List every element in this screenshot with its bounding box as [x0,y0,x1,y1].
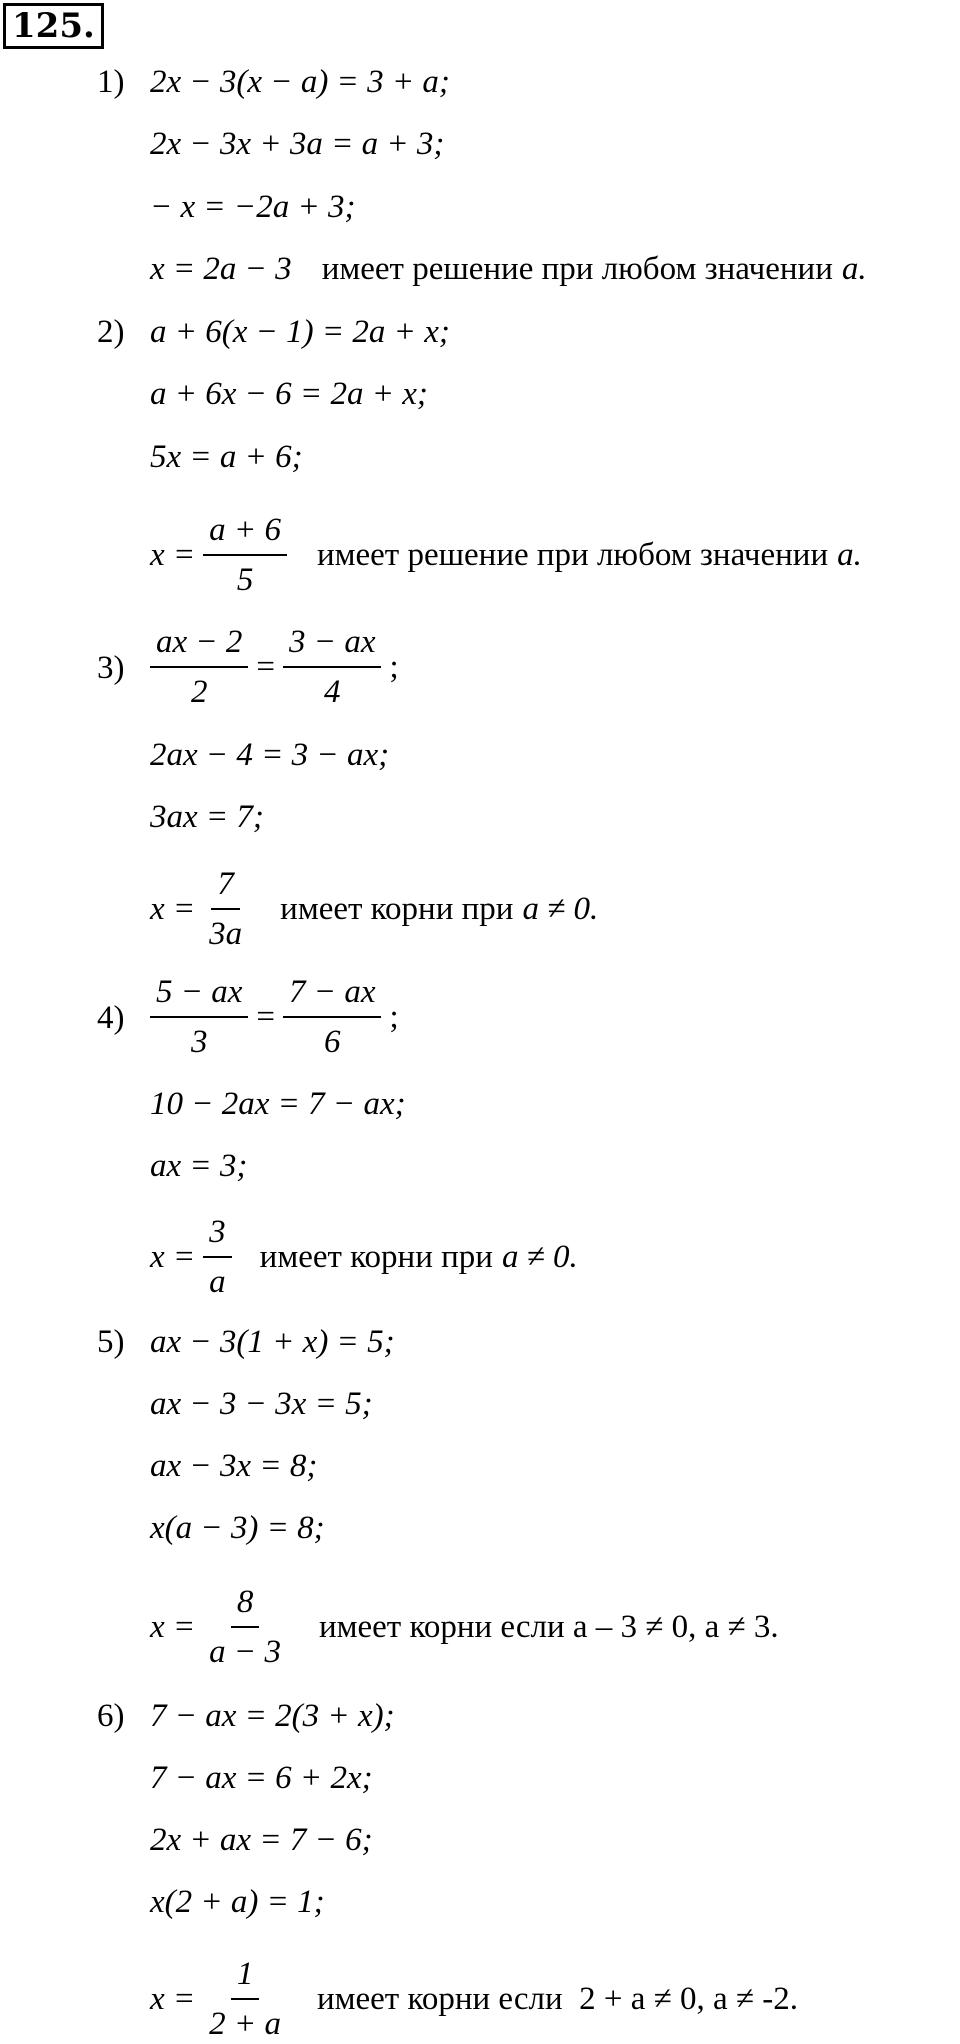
item-4-equation: $\frac{5 - ax}{3}$ = $\frac{7 - ax}{6}$ ; [150,972,399,1062]
item-5-fraction: $\frac{8}{a - 3}$ [209,1584,281,1670]
item-4-final-note: имеет корни при [259,1238,493,1275]
item-2-line-2: a + 6x − 6 = 2a + x; [150,376,428,412]
item-6-fraction: $\frac{1}{2 + a}$ [209,1956,281,2042]
item-4-line-2: ax = 3; [150,1148,248,1184]
item-3-line-1: 2ax − 4 = 3 − ax; [150,737,390,773]
item-5-final-note: имеет корни если а – 3 ≠ 0, а ≠ 3. [318,1608,779,1645]
item-6-line-1: 7 − ax = 2(3 + x); [150,1698,395,1734]
item-1-line-1: 2x − 3(x − a) = 3 + a; [150,64,450,100]
item-6-final: x = $\frac{1}{2 + a}$ имеет корни если 2 + а ≠ 0, а ≠ -2. [150,1956,798,2042]
item-3-line-2: 3ax = 7; [150,799,264,835]
item-4-fraction: $\frac{3}{a}$ [203,1212,232,1302]
item-4-label: 4) [97,1000,125,1036]
item-2-final: x = $\frac{a + 6}{5}$ имеет решение при любом значении a. [150,512,862,598]
item-2-final-var: a. [837,536,862,573]
item-3-fraction: $\frac{7}{3a}$ [209,866,243,952]
item-1-final-eq: x = 2a − 3 [150,251,292,287]
item-1-line-2: 2x − 3x + 3a = a + 3; [150,126,445,162]
item-1-final [150,249,867,289]
item-1-final-var: a. [841,251,867,287]
item-4-frac-left: $\frac{5 - ax}{3}$ [150,972,248,1062]
item-1-label: 1) [97,64,125,100]
item-4-frac-right: $\frac{7 - ax}{6}$ [283,972,381,1062]
item-4-line-1: 10 − 2ax = 7 − ax; [150,1086,406,1122]
item-2-final-note: имеет решение при любом значении [316,536,829,573]
item-6-final-note: имеет корни если 2 + а ≠ 0, а ≠ -2. [316,1980,798,2017]
item-3-label: 3) [97,650,125,686]
item-3-final: x = $\frac{7}{3a}$ имеет корни при a ≠ 0. [150,866,599,952]
item-4-final: x = $\frac{3}{a}$ имеет корни при a ≠ 0. [150,1214,578,1300]
item-3-frac-right: $\frac{3 - ax}{4}$ [283,622,381,712]
item-6-line-2: 7 − ax = 6 + 2x; [150,1760,373,1796]
item-5-line-3: ax − 3x = 8; [150,1448,318,1484]
item-2-line-1: a + 6(x − 1) = 2a + x; [150,314,450,350]
item-2-label: 2) [97,314,125,350]
item-3-final-note: имеет корни при [280,890,514,927]
item-3-frac-left: $\frac{ax - 2}{2}$ [150,622,248,712]
item-3-final-var: a ≠ 0. [522,890,599,927]
item-5-line-4: x(a − 3) = 8; [150,1510,325,1546]
item-2-fraction: $\frac{a + 6}{5}$ [203,510,287,600]
item-5-final: x = $\frac{8}{a - 3}$ имеет корни если а – 3 ≠ 0, а ≠ 3. [150,1584,779,1670]
item-6-line-4: x(2 + a) = 1; [150,1884,325,1920]
item-3-equation: $\frac{ax - 2}{2}$ = $\frac{3 - ax}{4}$ ; [150,622,399,712]
item-6-line-3: 2x + ax = 7 − 6; [150,1822,373,1858]
item-5-label: 5) [97,1324,125,1360]
item-1-line-3: − x = −2a + 3; [150,189,356,225]
item-2-line-3: 5x = a + 6; [150,439,303,475]
item-6-label: 6) [97,1698,125,1734]
item-4-final-var: a ≠ 0. [501,1238,578,1275]
item-5-line-2: ax − 3 − 3x = 5; [150,1386,373,1422]
item-5-line-1: ax − 3(1 + x) = 5; [150,1324,395,1360]
item-1-final-note: имеет решение при любом значении [321,251,833,287]
problem-number: 125. [3,3,104,49]
